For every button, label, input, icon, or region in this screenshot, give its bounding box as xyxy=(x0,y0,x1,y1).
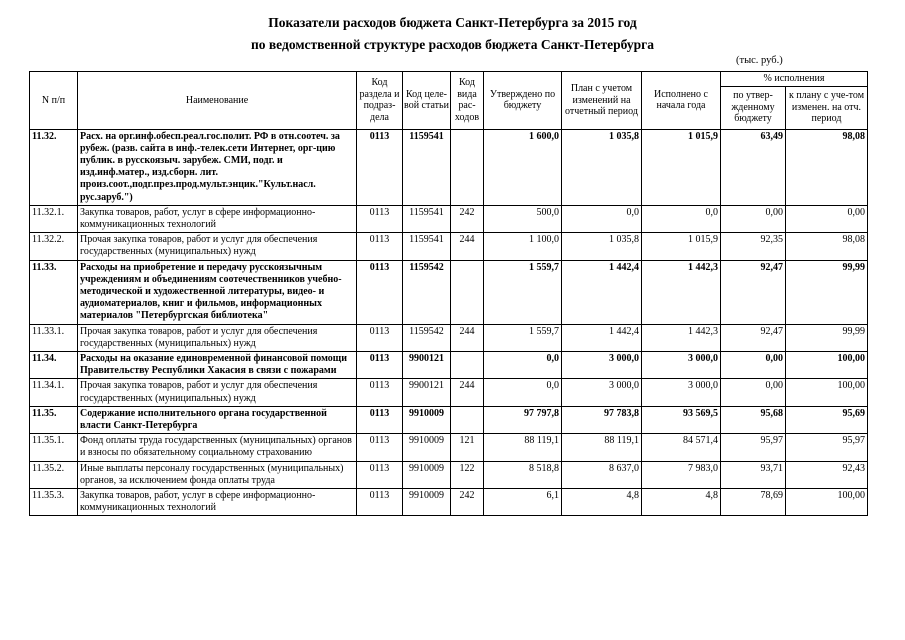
row-pct-plan: 98,08 xyxy=(786,233,868,260)
row-expense-type: 244 xyxy=(451,324,484,351)
table-row xyxy=(30,205,868,232)
row-section-code: 0113 xyxy=(357,233,403,260)
row-article-code: 1159542 xyxy=(403,324,451,351)
row-expense-type: 244 xyxy=(451,379,484,406)
row-name: Расходы на приобретение и передачу русскоязычным учреждениям и объединениям соотечественников учебно-методической и художественной литературы, видео- и аудиоматериалов, книг и фильмов, информационных материалов "Петербургская библиотека" xyxy=(78,260,357,324)
row-num: 11.35.1. xyxy=(30,434,78,461)
table-row xyxy=(30,379,868,406)
report-subtitle: по ведомственной структуре расходов бюджета Санкт-Петербурга xyxy=(250,37,655,52)
report-title: Показатели расходов бюджета Санкт-Петербурга за 2015 год xyxy=(268,15,637,30)
row-article-code: 1159541 xyxy=(403,205,451,232)
row-plan: 1 035,8 xyxy=(562,129,642,205)
row-approved: 0,0 xyxy=(484,351,562,378)
table-row xyxy=(30,434,868,461)
row-section-code: 0113 xyxy=(357,406,403,433)
row-name: Расх. на орг.инф.обесп.реал.гос.полит. РФ в отн.соотеч. за рубеж. (разв. сайта в инф.-телек.сети Интернет, орг-цию публик. в русскоязыч. зарубеж. СМИ, подг. и изд.инф.матер., изд.сборн. лит. произ.соот.,подг.през.прод.мульт.энцик."Культ.насл. рус.заруб.") xyxy=(78,129,357,205)
row-executed: 1 015,9 xyxy=(642,233,721,260)
row-pct-budget: 0,00 xyxy=(721,379,786,406)
row-section-code: 0113 xyxy=(357,461,403,488)
row-plan: 88 119,1 xyxy=(562,434,642,461)
row-pct-plan: 100,00 xyxy=(786,488,868,515)
row-plan: 4,8 xyxy=(562,488,642,515)
row-pct-plan: 100,00 xyxy=(786,379,868,406)
row-article-code: 1159542 xyxy=(403,260,451,324)
row-expense-type: 242 xyxy=(451,488,484,515)
row-pct-plan: 100,00 xyxy=(786,351,868,378)
row-plan: 1 442,4 xyxy=(562,324,642,351)
row-pct-budget: 95,97 xyxy=(721,434,786,461)
row-pct-plan: 99,99 xyxy=(786,324,868,351)
table-row xyxy=(30,351,868,378)
row-num: 11.32.2. xyxy=(30,233,78,260)
row-pct-plan: 99,99 xyxy=(786,260,868,324)
row-section-code: 0113 xyxy=(357,488,403,515)
row-pct-plan: 0,00 xyxy=(786,205,868,232)
row-executed: 93 569,5 xyxy=(642,406,721,433)
row-pct-budget: 0,00 xyxy=(721,351,786,378)
row-name: Расходы на оказание единовременной финансовой помощи Правительству Республики Хакасия в связи с пожарами xyxy=(78,351,357,378)
row-pct-plan: 92,43 xyxy=(786,461,868,488)
row-num: 11.34. xyxy=(30,351,78,378)
header-executed: Исполнено с начала года xyxy=(642,72,721,130)
row-pct-budget: 92,47 xyxy=(721,260,786,324)
row-approved: 8 518,8 xyxy=(484,461,562,488)
row-plan: 0,0 xyxy=(562,205,642,232)
row-article-code: 1159541 xyxy=(403,129,451,205)
table-row xyxy=(30,324,868,351)
row-name: Прочая закупка товаров, работ и услуг для обеспечения государственных (муниципальных) нужд xyxy=(78,379,357,406)
header-plan: План с учетом изменений на отчетный период xyxy=(562,72,642,130)
header-percent: % исполнения xyxy=(721,72,868,87)
row-num: 11.35.2. xyxy=(30,461,78,488)
row-expense-type xyxy=(451,129,484,205)
row-expense-type xyxy=(451,260,484,324)
header-type: Код вида рас-ходов xyxy=(451,72,484,130)
row-pct-budget: 63,49 xyxy=(721,129,786,205)
row-approved: 88 119,1 xyxy=(484,434,562,461)
expenditure-table xyxy=(29,71,868,516)
row-approved: 0,0 xyxy=(484,379,562,406)
row-expense-type xyxy=(451,406,484,433)
row-num: 11.35.3. xyxy=(30,488,78,515)
header-pct-budget: по утвер-жденному бюджету xyxy=(721,86,786,129)
row-plan: 1 442,4 xyxy=(562,260,642,324)
row-name: Содержание исполнительного органа государственной власти Санкт-Петербурга xyxy=(78,406,357,433)
row-expense-type: 244 xyxy=(451,233,484,260)
row-section-code: 0113 xyxy=(357,260,403,324)
row-num: 11.34.1. xyxy=(30,379,78,406)
row-plan: 1 035,8 xyxy=(562,233,642,260)
row-section-code: 0113 xyxy=(357,379,403,406)
row-executed: 1 015,9 xyxy=(642,129,721,205)
row-pct-plan: 95,69 xyxy=(786,406,868,433)
row-approved: 6,1 xyxy=(484,488,562,515)
row-plan: 3 000,0 xyxy=(562,351,642,378)
table-row xyxy=(30,461,868,488)
row-name: Иные выплаты персоналу государственных (муниципальных) органов, за исключением фонда оплаты труда xyxy=(78,461,357,488)
row-executed: 1 442,3 xyxy=(642,324,721,351)
table-row xyxy=(30,406,868,433)
row-num: 11.35. xyxy=(30,406,78,433)
row-pct-budget: 0,00 xyxy=(721,205,786,232)
row-name: Прочая закупка товаров, работ и услуг для обеспечения государственных (муниципальных) нужд xyxy=(78,324,357,351)
row-name: Прочая закупка товаров, работ и услуг для обеспечения государственных (муниципальных) нужд xyxy=(78,233,357,260)
header-article: Код целе-вой статьи xyxy=(403,72,451,130)
row-expense-type xyxy=(451,351,484,378)
row-article-code: 9910009 xyxy=(403,434,451,461)
row-pct-budget: 93,71 xyxy=(721,461,786,488)
row-article-code: 9900121 xyxy=(403,351,451,378)
row-approved: 1 559,7 xyxy=(484,324,562,351)
row-plan: 8 637,0 xyxy=(562,461,642,488)
row-expense-type: 242 xyxy=(451,205,484,232)
row-expense-type: 121 xyxy=(451,434,484,461)
table-row xyxy=(30,488,868,515)
row-article-code: 9910009 xyxy=(403,461,451,488)
row-section-code: 0113 xyxy=(357,434,403,461)
row-approved: 97 797,8 xyxy=(484,406,562,433)
row-executed: 0,0 xyxy=(642,205,721,232)
header-num: N п/п xyxy=(30,72,78,130)
row-approved: 1 100,0 xyxy=(484,233,562,260)
row-num: 11.32.1. xyxy=(30,205,78,232)
row-num: 11.32. xyxy=(30,129,78,205)
row-executed: 7 983,0 xyxy=(642,461,721,488)
row-num: 11.33.1. xyxy=(30,324,78,351)
header-section: Код раздела и подраз-дела xyxy=(357,72,403,130)
row-approved: 1 600,0 xyxy=(484,129,562,205)
row-plan: 97 783,8 xyxy=(562,406,642,433)
row-section-code: 0113 xyxy=(357,351,403,378)
row-plan: 3 000,0 xyxy=(562,379,642,406)
row-article-code: 9910009 xyxy=(403,488,451,515)
row-executed: 3 000,0 xyxy=(642,351,721,378)
row-approved: 1 559,7 xyxy=(484,260,562,324)
row-article-code: 9900121 xyxy=(403,379,451,406)
header-pct-plan: к плану с уче-том изменен. на отч. период xyxy=(786,86,868,129)
row-name: Фонд оплаты труда государственных (муниципальных) органов и взносы по обязательному социальному страхованию xyxy=(78,434,357,461)
row-pct-budget: 78,69 xyxy=(721,488,786,515)
row-section-code: 0113 xyxy=(357,129,403,205)
row-name: Закупка товаров, работ, услуг в сфере информационно-коммуникационных технологий xyxy=(78,205,357,232)
row-section-code: 0113 xyxy=(357,205,403,232)
row-executed: 3 000,0 xyxy=(642,379,721,406)
row-name: Закупка товаров, работ, услуг в сфере информационно-коммуникационных технологий xyxy=(78,488,357,515)
row-section-code: 0113 xyxy=(357,324,403,351)
header-approved: Утверждено по бюджету xyxy=(484,72,562,130)
row-article-code: 9910009 xyxy=(403,406,451,433)
row-pct-plan: 95,97 xyxy=(786,434,868,461)
row-approved: 500,0 xyxy=(484,205,562,232)
units-label: (тыс. руб.) xyxy=(736,55,783,66)
row-executed: 4,8 xyxy=(642,488,721,515)
table-row xyxy=(30,260,868,324)
row-pct-plan: 98,08 xyxy=(786,129,868,205)
row-num: 11.33. xyxy=(30,260,78,324)
table-row xyxy=(30,129,868,205)
row-expense-type: 122 xyxy=(451,461,484,488)
header-name: Наименование xyxy=(78,72,357,130)
table-row xyxy=(30,233,868,260)
row-pct-budget: 92,47 xyxy=(721,324,786,351)
row-executed: 84 571,4 xyxy=(642,434,721,461)
row-pct-budget: 95,68 xyxy=(721,406,786,433)
row-pct-budget: 92,35 xyxy=(721,233,786,260)
row-executed: 1 442,3 xyxy=(642,260,721,324)
row-article-code: 1159541 xyxy=(403,233,451,260)
